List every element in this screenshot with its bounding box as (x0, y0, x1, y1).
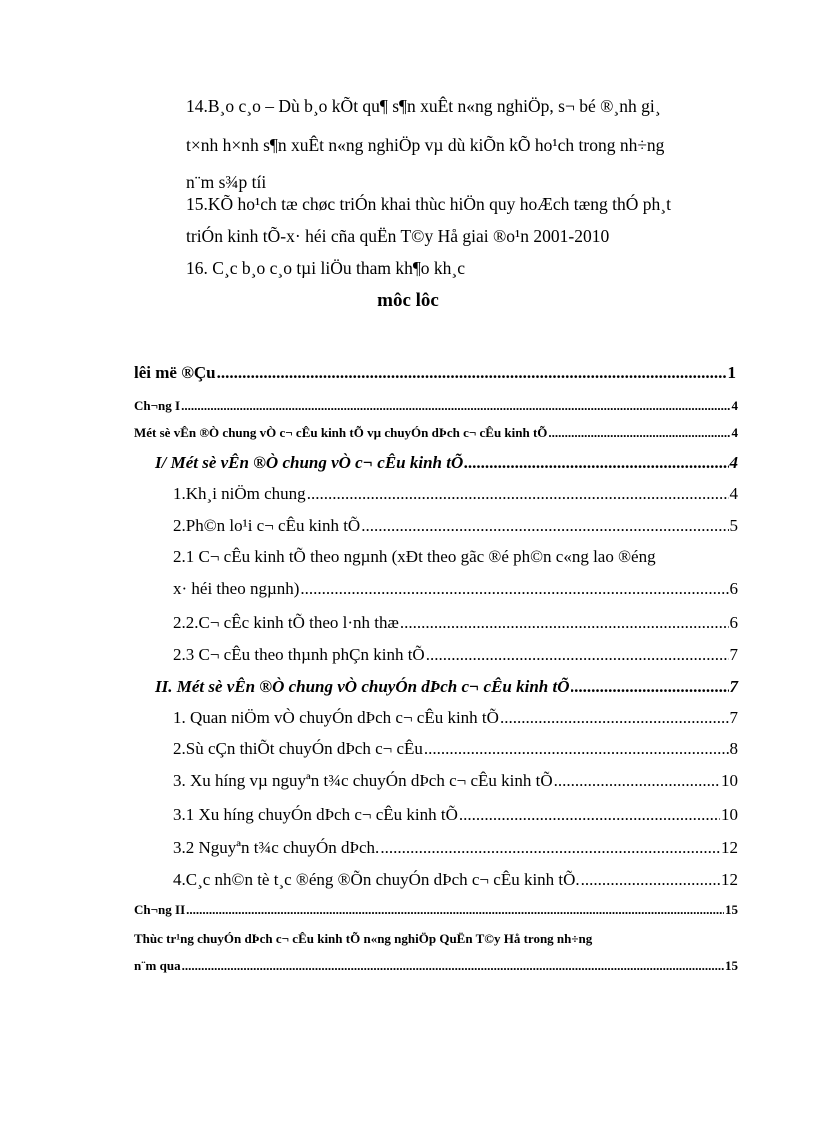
toc-entry-text: 2.3 C¬ cÊu theo thµnh phÇn kinh tÕ (173, 645, 425, 664)
toc-leader (426, 645, 729, 665)
toc-page-number: 15 (725, 958, 738, 973)
toc-entry[interactable] (173, 771, 738, 791)
toc-entry[interactable] (173, 516, 738, 536)
reference-line: 15.KÕ ho¹ch tæ chøc triÓn khai thùc hiÖn quy hoÆch tæng thÓ ph¸t (186, 194, 671, 214)
toc-entry[interactable] (173, 739, 738, 759)
toc-leader (300, 579, 728, 599)
toc-page-number: 10 (721, 771, 738, 790)
toc-entry-text: Mét sè vÊn ®Ò chung vÒ c¬ cÊu kinh tÕ vµ chuyÓn dÞch c¬ cÊu kinh tÕ (134, 425, 548, 440)
toc-leader (548, 425, 730, 441)
toc-page-number: 4 (729, 484, 738, 503)
toc-entry-section-2[interactable] (155, 677, 738, 697)
toc-entry-text: x· héi theo ngµnh) (173, 579, 300, 598)
toc-entry-chapter-1-title[interactable] (134, 425, 738, 441)
toc-entry-text: 3. Xu híng vµ nguyªn t¾c chuyÓn dÞch c¬ cÊu kinh tÕ (173, 771, 553, 790)
reference-item-16 (186, 255, 738, 283)
toc-leader (581, 870, 720, 890)
toc-entry[interactable] (173, 870, 738, 890)
reference-item-15 (186, 191, 738, 250)
reference-line: 16. C¸c b¸o c¸o tµi liÖu tham kh¶o kh¸c (186, 258, 466, 278)
toc-leader (361, 516, 728, 536)
toc-entry-text: 2.Sù cÇn thiÕt chuyÓn dÞch c¬ cÊu (173, 739, 423, 758)
toc-leader (307, 484, 729, 504)
toc-entry-text: lêi më ®Çu (134, 363, 216, 382)
reference-line: t×nh h×nh s¶n xuÊt n«ng nghiÖp vµ dù kiÕn kÕ ho¹ch trong nh÷ng (186, 134, 665, 155)
toc-entry[interactable] (173, 613, 738, 633)
reference-line: 14.B¸o c¸o – Dù b¸o kÕt qu¶ s¶n xuÊt n«ng nghiÖp, s¬ bé ®¸nh gi¸ (186, 96, 661, 116)
toc-leader (181, 398, 730, 414)
toc-entry-intro[interactable] (134, 363, 736, 383)
toc-entry[interactable] (173, 645, 738, 665)
toc-entry-text: Ch¬ng II (134, 902, 186, 917)
reference-line: triÓn kinh tÕ-x· héi cña quËn T©y Hå giai ®o¹n 2001-2010 (186, 225, 610, 246)
toc-entry-text: 4.C¸c nh©n tè t¸c ®éng ®Õn chuyÓn dÞch c¬ cÊu kinh tÕ. (173, 870, 580, 889)
toc-page-number: 4 (731, 425, 738, 440)
toc-entry-text: I/ Mét sè vÊn ®Ò chung vÒ c¬ cÊu kinh tÕ (155, 453, 464, 472)
toc-entry-chapter-1[interactable] (134, 398, 738, 414)
toc-leader (380, 838, 720, 858)
toc-leader (500, 708, 729, 728)
toc-page-number: 12 (721, 870, 738, 889)
toc-entry-text: Ch¬ng I (134, 398, 181, 413)
toc-page-number: 12 (721, 838, 738, 857)
toc-entry-text: 2.Ph©n lo¹i c¬ cÊu kinh tÕ (173, 516, 361, 535)
toc-entry[interactable] (173, 708, 738, 728)
toc-entry-wrapped-line[interactable]: Thùc tr¹ng chuyÓn dÞch c¬ cÊu kinh tÕ n«ng nghiÖp QuËn T©y Hå trong nh÷ng (134, 931, 593, 946)
toc-entry-section-1[interactable] (155, 453, 738, 473)
toc-entry-text: 2.2.C¬ cÊc kinh tÕ theo l·nh thæ (173, 613, 399, 632)
toc-entry[interactable] (173, 484, 738, 504)
toc-page-number: 7 (729, 645, 738, 664)
toc-page-number: 7 (729, 677, 738, 696)
toc-entry-text: II. Mét sè vÊn ®Ò chung vÒ chuyÓn dÞch c¬ cÊu kinh tÕ (155, 677, 570, 696)
toc-leader (459, 805, 720, 825)
reference-line: n¨m s¾p tíi (186, 172, 267, 192)
toc-entry-text: n¨m qua (134, 958, 181, 973)
toc-page-number: 6 (729, 613, 738, 632)
toc-leader (217, 363, 727, 383)
toc-page-number: 4 (729, 453, 738, 472)
toc-entry[interactable] (173, 805, 738, 825)
toc-entry-text: 1.Kh¸i niÖm chung (173, 484, 306, 503)
toc-leader (400, 613, 729, 633)
toc-page-number: 10 (721, 805, 738, 824)
toc-entry-chapter-2-title[interactable] (134, 958, 738, 974)
toc-leader (182, 958, 724, 974)
toc-leader (571, 677, 729, 697)
toc-entry-text: 3.1 Xu híng chuyÓn dÞch c¬ cÊu kinh tÕ (173, 805, 458, 824)
toc-page-number: 15 (725, 902, 738, 917)
toc-entry-text: 3.2 Nguyªn t¾c chuyÓn dÞch. (173, 838, 380, 857)
toc-page-number: 5 (729, 516, 738, 535)
toc-leader (464, 453, 728, 473)
toc-entry-chapter-2[interactable] (134, 902, 738, 918)
toc-entry[interactable] (173, 579, 738, 599)
toc-page-number: 6 (729, 579, 738, 598)
toc-leader (424, 739, 729, 759)
toc-entry-text: 1. Quan niÖm vÒ chuyÓn dÞch c¬ cÊu kinh tÕ (173, 708, 499, 727)
toc-page-number: 4 (731, 398, 738, 413)
toc-leader (186, 902, 724, 918)
toc-page-number: 7 (729, 708, 738, 727)
toc-leader (554, 771, 720, 791)
toc-page-number: 8 (729, 739, 738, 758)
toc-title: môc lôc (377, 290, 439, 311)
reference-item-14 (186, 93, 738, 197)
toc-entry-wrapped-line[interactable]: 2.1 C¬ cÊu kinh tÕ theo ngµnh (xÐt theo gãc ®é ph©n c«ng lao ®éng (173, 547, 656, 566)
toc-page-number: 1 (727, 363, 736, 382)
toc-entry[interactable] (173, 838, 738, 858)
